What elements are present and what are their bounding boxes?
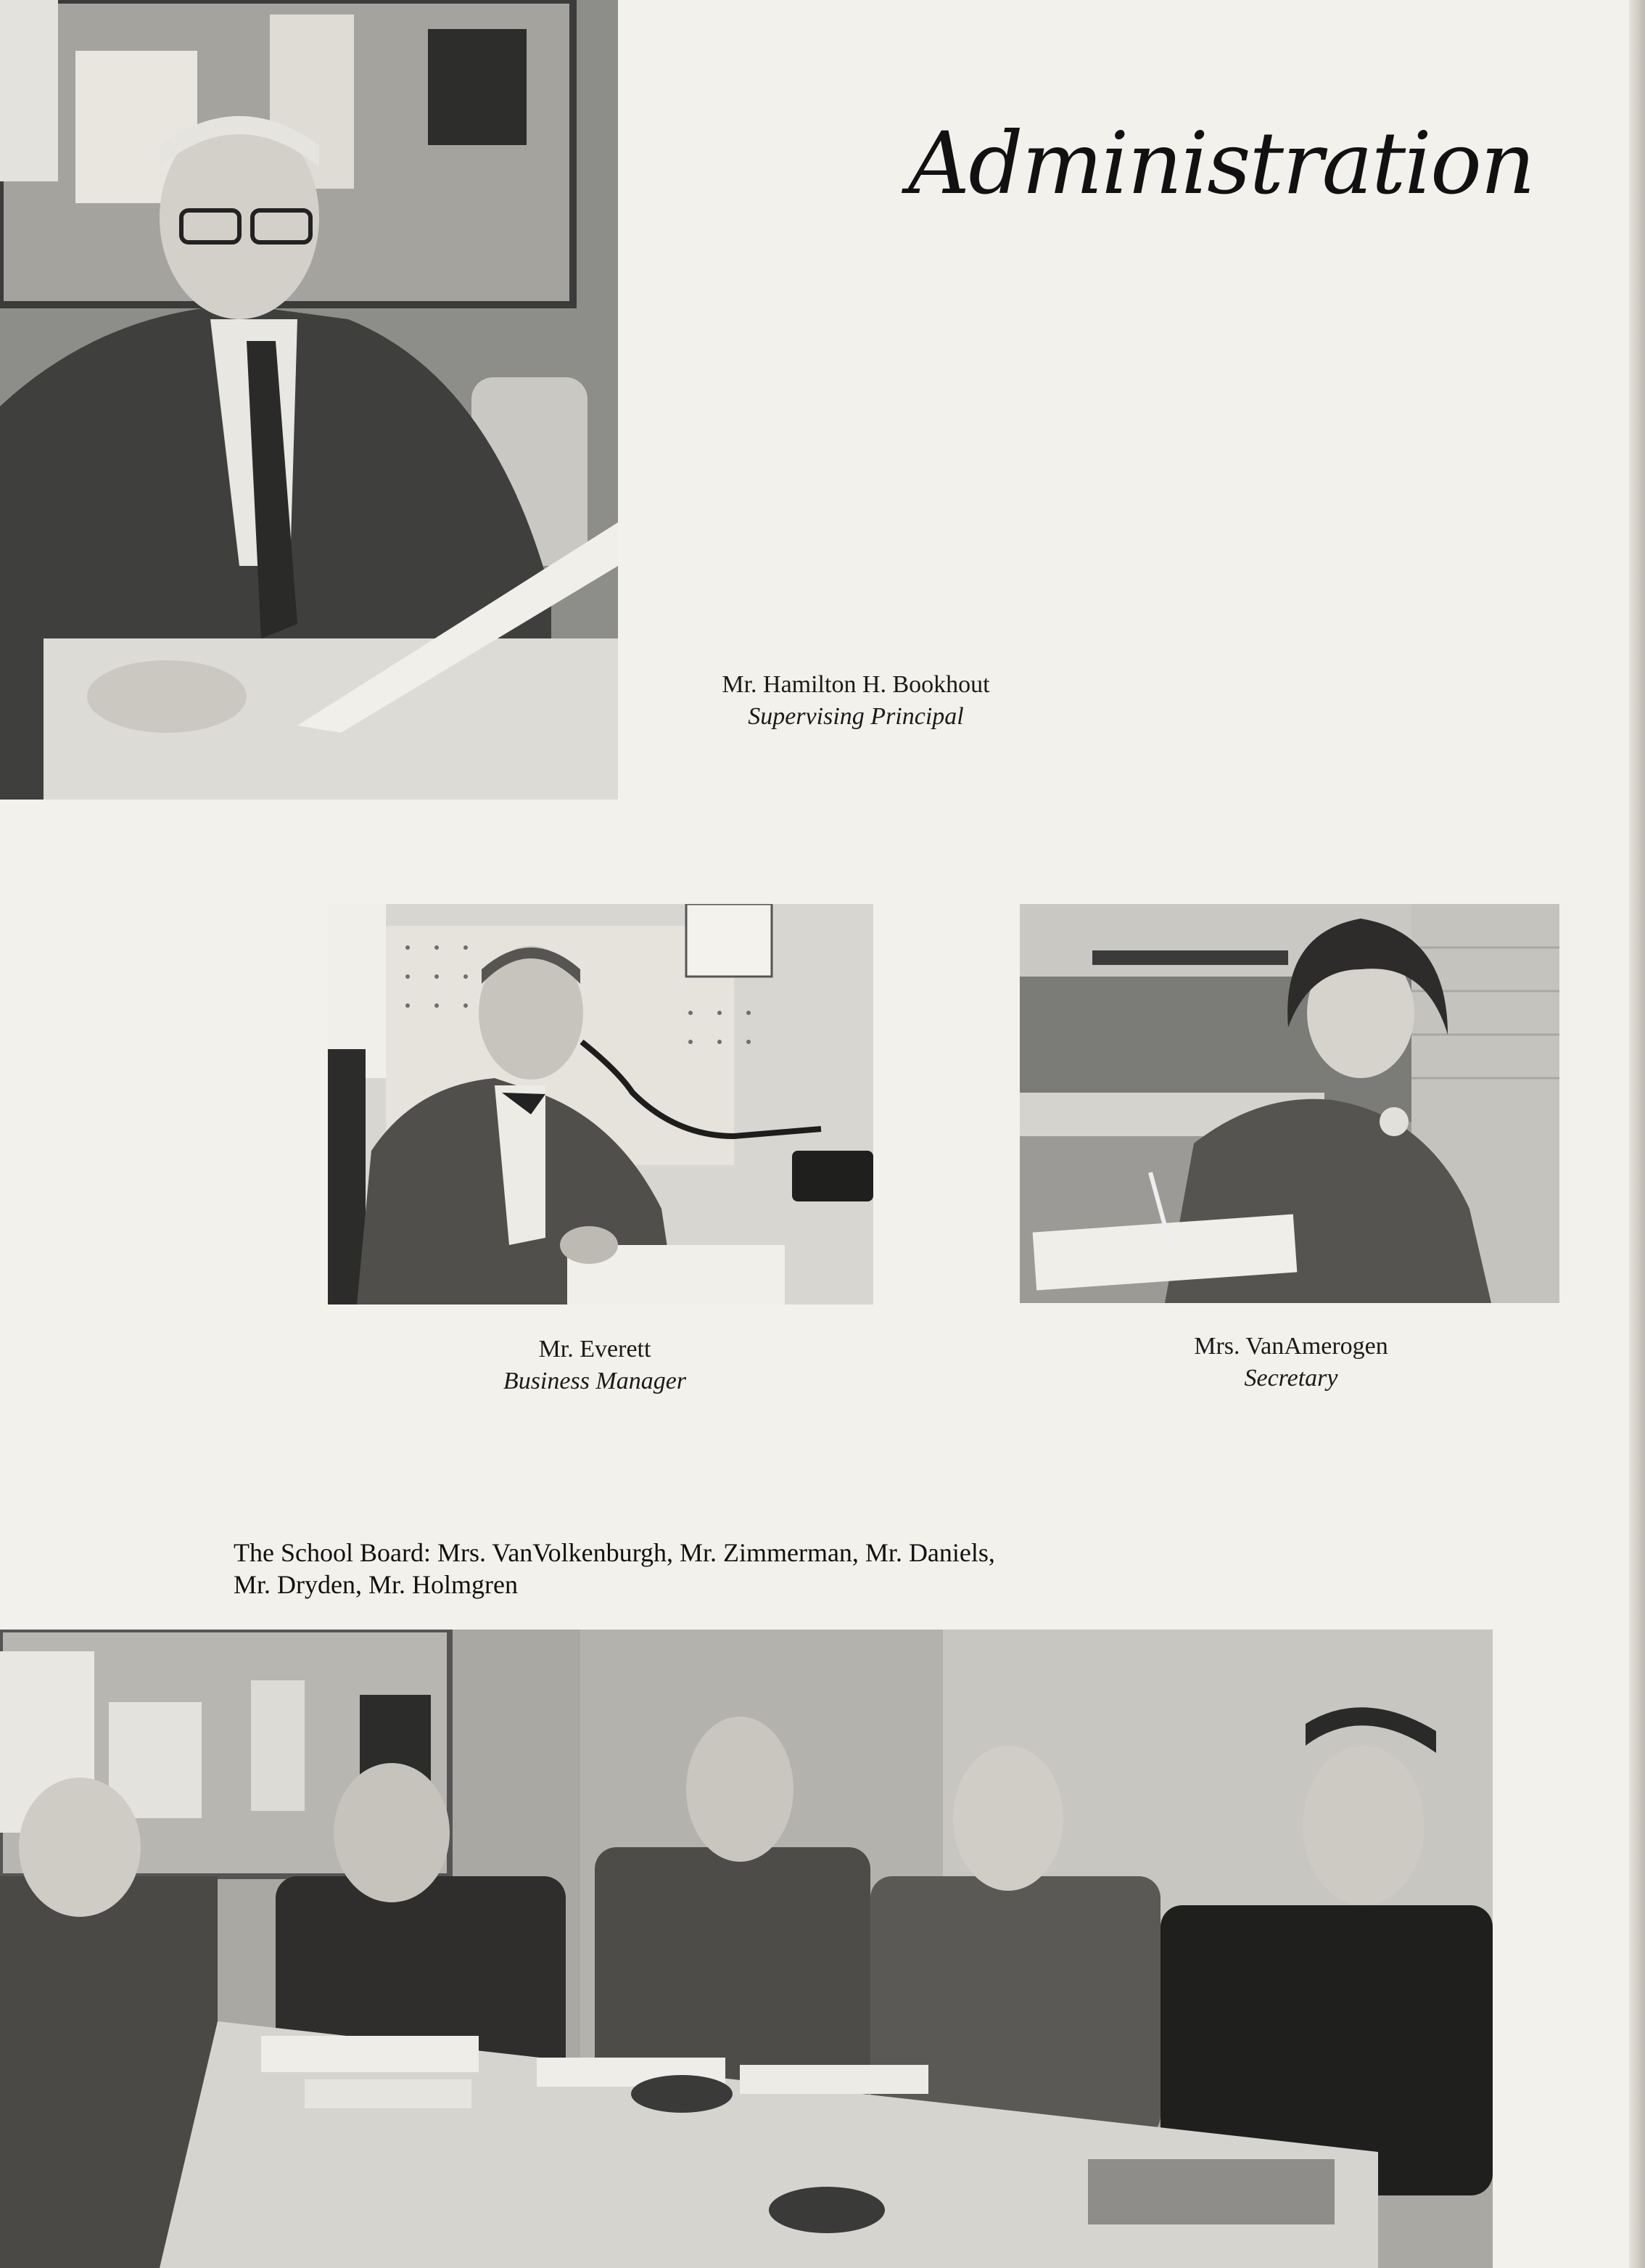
school-board-photo [0,1630,1493,2268]
school-board-caption-line-2: Mr. Dryden, Mr. Holmgren [234,1570,518,1599]
page-title: Administration [908,113,1535,213]
secretary-name: Mrs. VanAmerogen [1194,1333,1388,1360]
page-gutter [1629,0,1645,2268]
business-manager-name: Mr. Everett [538,1336,651,1363]
principal-caption [638,669,1073,733]
principal-name: Mr. Hamilton H. Bookhout [722,671,990,698]
school-board-caption-line-1: The School Board: Mrs. VanVolkenburgh, Mr. Zimmerman, Mr. Daniels, [234,1538,995,1567]
secretary-caption [1102,1331,1480,1394]
principal-role: Supervising Principal [748,703,964,730]
secretary-role: Secretary [1244,1365,1338,1392]
secretary-photo [1020,904,1559,1303]
principal-photo [0,0,618,800]
business-manager-photo [328,904,873,1304]
business-manager-role: Business Manager [503,1368,687,1394]
school-board-caption [234,1537,1278,1601]
business-manager-caption [421,1334,769,1397]
